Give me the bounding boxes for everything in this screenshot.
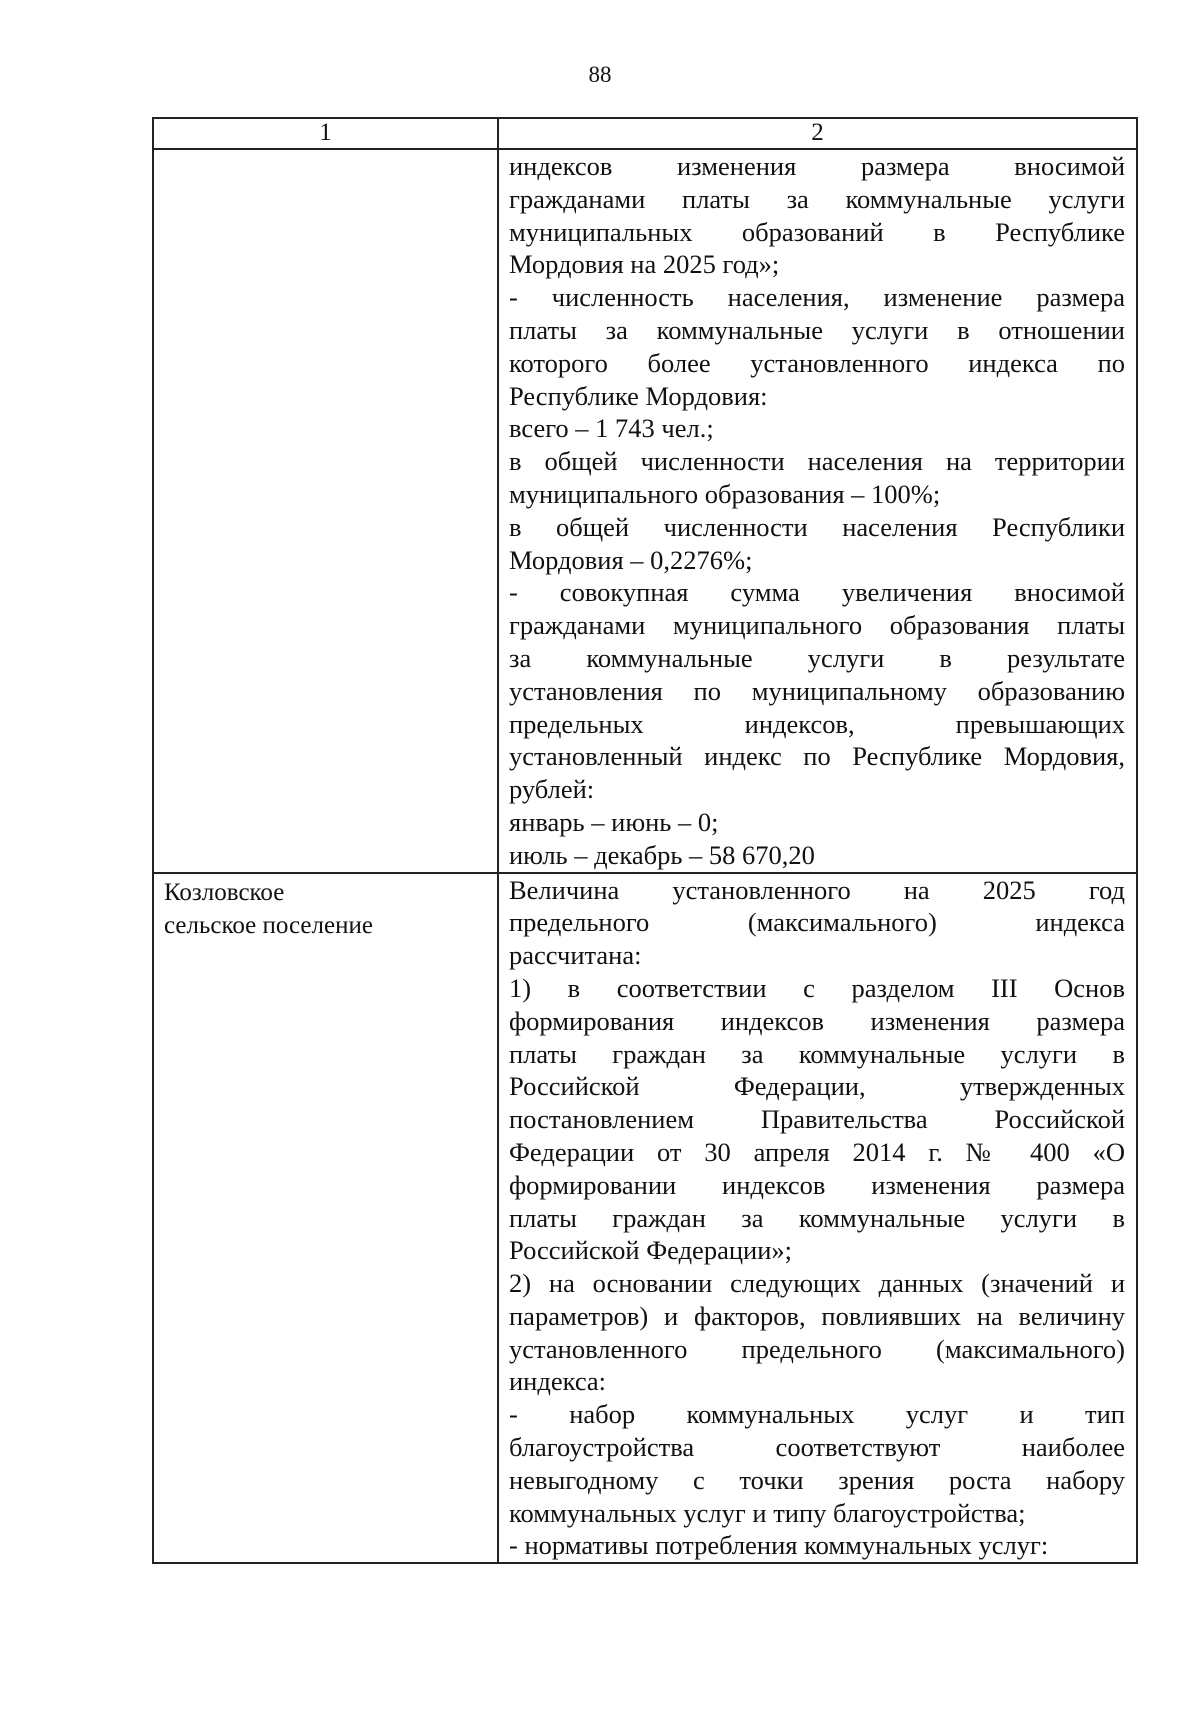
table-header-row	[153, 118, 1137, 149]
description-line: Федерации от 30 апреля 2014 г. № 400 «О	[509, 1136, 1125, 1167]
description-line: Мордовия – 0,2276%;	[509, 544, 753, 575]
description-line: муниципального образования – 100%;	[509, 478, 941, 509]
description-line: благоустройства соответствуют наиболее	[509, 1432, 1125, 1463]
description-line: установления по муниципальному образованию	[509, 675, 1125, 706]
description-line: формировании индексов изменения размера	[509, 1169, 1125, 1200]
description-line: коммунальных услуг и типу благоустройства;	[509, 1497, 1026, 1528]
description-line: невыгодному с точки зрения роста набору	[509, 1464, 1125, 1495]
description-line: которого более установленного индекса по	[509, 347, 1125, 378]
description-line: постановлением Правительства Российской	[509, 1104, 1125, 1135]
municipality-cell	[153, 873, 498, 1564]
description-line: индексов изменения размера вносимой	[509, 151, 1125, 181]
description-line: 1) в соответствии с разделом III Основ	[509, 972, 1125, 1003]
column-header-1: 1	[153, 118, 498, 149]
description-cell	[498, 149, 1137, 873]
page-number: 88	[588, 62, 612, 87]
description-line: - совокупная сумма увеличения вносимой	[509, 577, 1125, 608]
description-line: платы граждан за коммунальные услуги в	[509, 1038, 1125, 1069]
description-line: гражданами муниципального образования платы	[509, 610, 1125, 641]
description-line: параметров) и факторов, повлиявших на величину	[509, 1300, 1125, 1331]
description-line: всего – 1 743 чел.;	[509, 413, 714, 444]
table-row	[153, 149, 1137, 873]
description-line: Мордовия на 2025 год»;	[509, 249, 780, 280]
description-line: Республике Мордовия:	[509, 380, 768, 411]
column-header-2: 2	[498, 118, 1137, 149]
description-line: в общей численности населения на территории	[509, 446, 1125, 477]
description-cell	[498, 873, 1137, 1564]
description-line: январь – июнь – 0;	[509, 806, 719, 837]
description-line: индекса:	[509, 1366, 607, 1397]
description-line: гражданами платы за коммунальные услуги	[509, 183, 1125, 214]
description-line: формирования индексов изменения размера	[509, 1005, 1125, 1036]
description-line: - нормативы потребления коммунальных услуг:	[509, 1530, 1049, 1561]
description-line: установленного предельного (максимального)	[509, 1333, 1125, 1364]
description-line: за коммунальные услуги в результате	[509, 642, 1125, 673]
description-line: - численность населения, изменение размера	[509, 282, 1125, 313]
description-line: июль – декабрь – 58 670,20	[509, 839, 815, 870]
description-line: Российской Федерации, утвержденных	[509, 1071, 1125, 1102]
description-line: в общей численности населения Республики	[509, 511, 1125, 542]
document-table	[152, 117, 1138, 1564]
description-line: Величина установленного на 2025 год	[509, 874, 1125, 905]
description-line: рассчитана:	[509, 940, 642, 971]
description-line: платы за коммунальные услуги в отношении	[509, 314, 1125, 345]
description-line: платы граждан за коммунальные услуги в	[509, 1202, 1125, 1233]
description-line: муниципальных образований в Республике	[509, 216, 1125, 247]
description-line: 2) на основании следующих данных (значений и	[509, 1268, 1125, 1299]
municipality-name-line: сельское поселение	[164, 911, 373, 939]
description-line: предельных индексов, превышающих	[509, 708, 1125, 739]
description-line: Российской Федерации»;	[509, 1235, 792, 1266]
municipality-cell	[153, 149, 498, 873]
description-line: рублей:	[509, 774, 595, 805]
municipality-name-line: Козловское	[164, 878, 285, 906]
description-line: установленный индекс по Республике Мордовия,	[509, 741, 1125, 772]
description-line: предельного (максимального) индекса	[509, 907, 1125, 938]
description-line: - набор коммунальных услуг и тип	[509, 1399, 1125, 1430]
table-row	[153, 873, 1137, 1564]
